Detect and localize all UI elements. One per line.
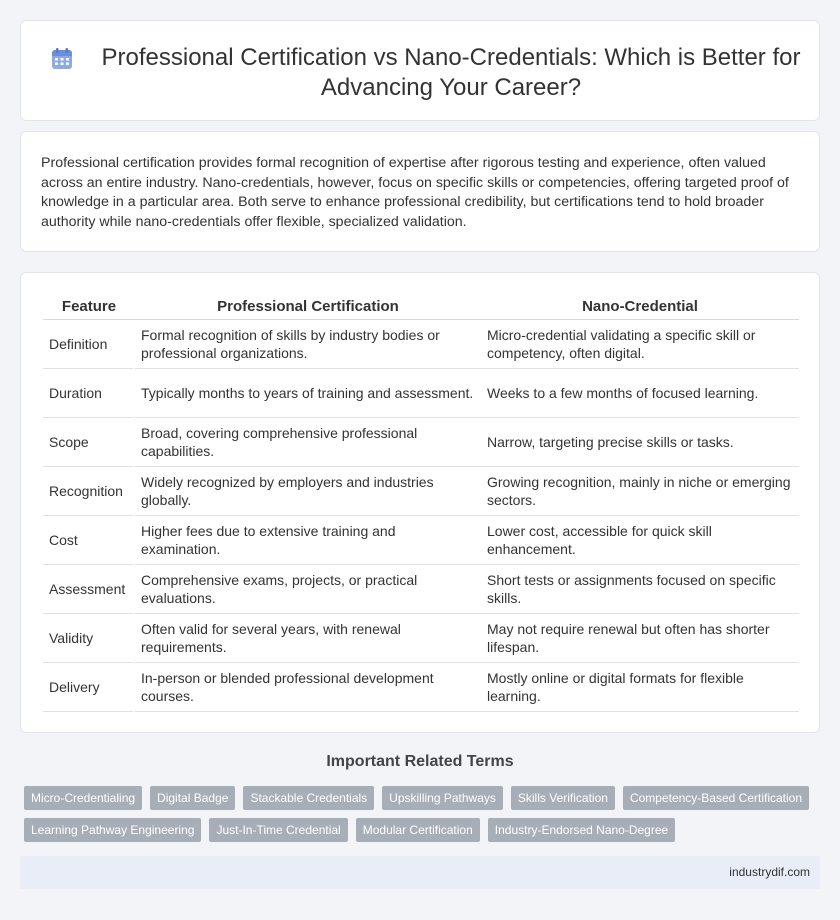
nano-credential-cell: May not require renewal but often has shorter lifespan. bbox=[481, 614, 799, 663]
feature-cell: Cost bbox=[43, 516, 135, 565]
table-row bbox=[43, 418, 799, 467]
table-header-row bbox=[43, 294, 799, 320]
tag-row bbox=[24, 786, 824, 810]
tag-learning-pathway-engineering[interactable]: Learning Pathway Engineering bbox=[24, 818, 201, 842]
feature-cell: Scope bbox=[43, 418, 135, 467]
certification-cell: Formal recognition of skills by industry bodies or professional organizations. bbox=[135, 320, 481, 369]
certification-cell: Typically months to years of training and assessment. bbox=[135, 369, 481, 418]
comparison-card bbox=[20, 272, 820, 733]
nano-credential-cell: Short tests or assignments focused on specific skills. bbox=[481, 565, 799, 614]
related-terms-list bbox=[24, 786, 824, 850]
header-feature: Feature bbox=[43, 294, 135, 320]
nano-credential-cell: Mostly online or digital formats for flexible learning. bbox=[481, 663, 799, 712]
header-nano-credential: Nano-Credential bbox=[481, 294, 799, 320]
table-row bbox=[43, 516, 799, 565]
calendar-icon bbox=[50, 47, 74, 71]
intro-card bbox=[20, 131, 820, 252]
certification-cell: Comprehensive exams, projects, or practical evaluations. bbox=[135, 565, 481, 614]
nano-credential-cell: Growing recognition, mainly in niche or emerging sectors. bbox=[481, 467, 799, 516]
feature-cell: Definition bbox=[43, 320, 135, 369]
table-row bbox=[43, 663, 799, 712]
certification-cell: Widely recognized by employers and industries globally. bbox=[135, 467, 481, 516]
tag-just-in-time-credential[interactable]: Just-In-Time Credential bbox=[209, 818, 347, 842]
certification-cell: Broad, covering comprehensive professional capabilities. bbox=[135, 418, 481, 467]
tag-digital-badge[interactable]: Digital Badge bbox=[150, 786, 235, 810]
nano-credential-cell: Weeks to a few months of focused learning. bbox=[481, 369, 799, 418]
table-row bbox=[43, 565, 799, 614]
comparison-table bbox=[43, 294, 799, 712]
table-row bbox=[43, 369, 799, 418]
certification-cell: Often valid for several years, with renewal requirements. bbox=[135, 614, 481, 663]
tag-row bbox=[24, 818, 824, 842]
feature-cell: Delivery bbox=[43, 663, 135, 712]
page-title: Professional Certification vs Nano-Credentials: Which is Better for Advancing Your Career? bbox=[101, 44, 801, 101]
tag-skills-verification[interactable]: Skills Verification bbox=[511, 786, 615, 810]
tag-stackable-credentials[interactable]: Stackable Credentials bbox=[243, 786, 374, 810]
table-row bbox=[43, 320, 799, 369]
certification-cell: In-person or blended professional development courses. bbox=[135, 663, 481, 712]
certification-cell: Higher fees due to extensive training and examination. bbox=[135, 516, 481, 565]
table-row bbox=[43, 467, 799, 516]
tag-modular-certification[interactable]: Modular Certification bbox=[356, 818, 480, 842]
header-professional-certification: Professional Certification bbox=[135, 294, 481, 320]
tag-micro-credentialing[interactable]: Micro-Credentialing bbox=[24, 786, 142, 810]
intro-paragraph: Professional certification provides formal recognition of expertise after rigorous testing and experience, often valued across an entire industry. Nano-credentials, however, focus on specific skills or competencies, offering targeted proof of knowledge in a particular area. Both serve to enhance professional credibility, but certifications tend to hold broader authority while nano-credentials offer flexible, specialized validation. bbox=[41, 155, 789, 230]
title-card bbox=[20, 20, 820, 121]
feature-cell: Assessment bbox=[43, 565, 135, 614]
table-row bbox=[43, 614, 799, 663]
nano-credential-cell: Micro-credential validating a specific skill or competency, often digital. bbox=[481, 320, 799, 369]
footer bbox=[20, 856, 820, 889]
tag-competency-based-certification[interactable]: Competency-Based Certification bbox=[623, 786, 809, 810]
nano-credential-cell: Narrow, targeting precise skills or tasks. bbox=[481, 418, 799, 467]
tag-upskilling-pathways[interactable]: Upskilling Pathways bbox=[382, 786, 503, 810]
related-terms-heading: Important Related Terms bbox=[326, 753, 514, 770]
feature-cell: Validity bbox=[43, 614, 135, 663]
site-name[interactable]: industrydif.com bbox=[729, 865, 810, 879]
tag-industry-endorsed-nano-degree[interactable]: Industry-Endorsed Nano-Degree bbox=[488, 818, 675, 842]
nano-credential-cell: Lower cost, accessible for quick skill enhancement. bbox=[481, 516, 799, 565]
feature-cell: Duration bbox=[43, 369, 135, 418]
feature-cell: Recognition bbox=[43, 467, 135, 516]
